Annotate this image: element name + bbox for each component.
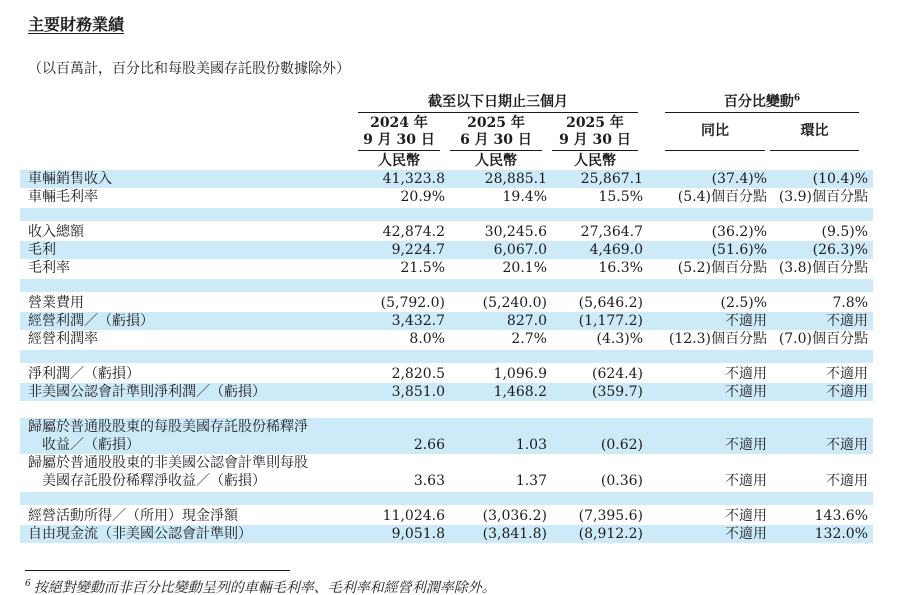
value-cell: 41,323.8	[353, 170, 445, 188]
column-header-qoq	[767, 113, 873, 151]
table-row	[20, 383, 873, 401]
spacer-cell	[20, 206, 873, 223]
spacer-row	[20, 206, 873, 223]
value-cell: 不適用	[725, 508, 767, 524]
row-label: 收入總額	[28, 224, 84, 240]
qoq-label: 環比	[800, 123, 829, 139]
value-cell: (5,240.0)	[482, 295, 547, 311]
column-year: 2025 年	[467, 114, 525, 131]
column-date: 6 月 30 日	[460, 131, 532, 148]
row-label: 車輛毛利率	[28, 189, 98, 205]
column-header-row	[20, 113, 873, 151]
table-row	[20, 241, 873, 259]
value-cell: (9.5)%	[821, 224, 869, 240]
value-cell: 16.3%	[598, 260, 643, 276]
table-row	[20, 525, 873, 543]
value-cell: (3.8)個百分點	[778, 260, 869, 276]
value-cell: 2,820.5	[391, 366, 445, 382]
value-cell: (0.62)	[547, 418, 643, 454]
table-row	[20, 454, 873, 490]
row-label: 經營利潤率	[28, 331, 98, 347]
value-cell: 2.7%	[511, 331, 547, 347]
footnote-marker: 6	[25, 579, 31, 590]
table-row	[20, 507, 873, 525]
table-row	[20, 330, 873, 348]
table-row	[20, 294, 873, 312]
value-cell: (36.2)%	[711, 224, 767, 240]
value-cell: 不適用	[725, 366, 767, 382]
value-cell: 1.37	[515, 473, 547, 489]
value-cell: (5,646.2)	[578, 295, 643, 311]
footnote-content: 按絕對變動而非百分比變動呈列的車輛毛利率、毛利率和經營利潤率除外。	[33, 580, 496, 595]
table-row	[20, 312, 873, 330]
table-row	[20, 418, 873, 454]
row-label: 歸屬於普通股股東的非美國公認會計準則每股 美國存託股份稀釋淨收益／（虧損）	[28, 455, 308, 489]
value-cell: 30,245.6	[484, 224, 547, 240]
page-title: 主要財務業績	[28, 15, 125, 34]
empty-cell	[643, 151, 767, 170]
row-label: 營業費用	[28, 295, 84, 311]
value-cell: 1,468.2	[445, 383, 547, 401]
table-row	[20, 188, 873, 206]
value-cell: 3,851.0	[353, 383, 445, 401]
value-cell: 6,067.0	[445, 241, 547, 259]
yoy-label: 同比	[701, 123, 729, 139]
value-cell: 2.66	[353, 418, 445, 454]
spacer-cell	[20, 348, 873, 365]
value-cell: 7.8%	[832, 295, 869, 311]
spacer-cell	[20, 277, 873, 294]
spacer-row	[20, 277, 873, 294]
column-year: 2025 年	[566, 114, 624, 131]
value-cell: (7,395.6)	[578, 508, 643, 524]
value-cell: 28,885.1	[445, 170, 547, 188]
currency-label: 人民幣	[378, 152, 420, 169]
footnote-text	[25, 577, 903, 595]
value-cell: (3.9)個百分點	[778, 189, 869, 205]
row-label: 歸屬於普通股股東的每股美國存託股份稀釋淨 收益／（虧損）	[20, 418, 353, 454]
value-cell: 不適用	[725, 473, 767, 489]
column-header-yoy	[643, 113, 767, 151]
row-label: 毛利率	[28, 260, 70, 276]
value-cell: 25,867.1	[547, 170, 643, 188]
value-cell: 827.0	[445, 312, 547, 330]
spacer-cell	[20, 401, 873, 418]
value-cell: (2.5)%	[720, 295, 767, 311]
value-cell: (359.7)	[547, 383, 643, 401]
empty-cell	[20, 93, 353, 113]
value-cell: (5,792.0)	[380, 295, 445, 311]
column-header-2025-06-30	[445, 113, 547, 151]
value-cell: 不適用	[643, 525, 767, 543]
period-group-header: 截至以下日期止三個月	[358, 93, 638, 113]
pct-change-label: 百分比變動	[723, 94, 794, 110]
empty-cell	[20, 113, 353, 151]
value-cell: (10.4)%	[767, 170, 873, 188]
value-cell: (37.4)%	[643, 170, 767, 188]
value-cell: (5.4)個百分點	[677, 189, 767, 205]
footnote-ref: 6	[793, 93, 801, 104]
row-label: 淨利潤／（虧損）	[28, 366, 140, 382]
period-group-header-cell	[353, 93, 643, 113]
value-cell: (4.3)%	[596, 331, 643, 347]
spacer-row	[20, 490, 873, 507]
value-cell: 42,874.2	[382, 224, 445, 240]
value-cell: 不適用	[767, 418, 873, 454]
column-header-2024-09-30	[353, 113, 445, 151]
value-cell: 1,096.9	[493, 366, 547, 382]
value-cell: (3,036.2)	[482, 508, 547, 524]
spacer-cell	[20, 490, 873, 507]
value-cell: 20.1%	[502, 260, 547, 276]
pct-change-group-header	[665, 93, 859, 113]
value-cell: 不適用	[767, 383, 873, 401]
value-cell: (51.6)%	[643, 241, 767, 259]
value-cell: (1,177.2)	[547, 312, 643, 330]
value-cell: 不適用	[643, 418, 767, 454]
value-cell: 11,024.6	[382, 508, 445, 524]
currency-row	[20, 151, 873, 170]
row-label: 車輛銷售收入	[20, 170, 353, 188]
value-cell: (8,912.2)	[547, 525, 643, 543]
table-row	[20, 365, 873, 383]
empty-cell	[767, 151, 873, 170]
financial-results-table	[20, 93, 873, 543]
currency-label: 人民幣	[574, 152, 616, 169]
value-cell: 21.5%	[400, 260, 445, 276]
currency-label: 人民幣	[475, 152, 517, 169]
spacer-row	[20, 401, 873, 418]
spacer-row	[20, 348, 873, 365]
table-row	[20, 170, 873, 188]
value-cell: (12.3)個百分點	[668, 331, 767, 347]
column-date: 9 月 30 日	[363, 131, 435, 148]
value-cell: 4,469.0	[547, 241, 643, 259]
value-cell: (3,841.8)	[445, 525, 547, 543]
row-label: 非美國公認會計準則淨利潤／（虧損）	[20, 383, 353, 401]
value-cell: 1.03	[445, 418, 547, 454]
page-subtitle: （以百萬計，百分比和每股美國存託股份數據除外）	[28, 61, 350, 77]
value-cell: 20.9%	[400, 189, 445, 205]
table-row	[20, 223, 873, 241]
row-label: 毛利	[20, 241, 353, 259]
value-cell: (26.3)%	[767, 241, 873, 259]
column-header-2025-09-30	[547, 113, 643, 151]
value-cell: 不適用	[643, 383, 767, 401]
value-cell: 27,364.7	[580, 224, 643, 240]
value-cell: 不適用	[826, 473, 869, 489]
table-row	[20, 259, 873, 277]
value-cell: 9,224.7	[353, 241, 445, 259]
footnote-block	[25, 570, 903, 595]
value-cell: 8.0%	[409, 331, 445, 347]
value-cell: 不適用	[643, 312, 767, 330]
value-cell: (0.36)	[600, 473, 643, 489]
value-cell: 143.6%	[814, 508, 869, 524]
value-cell: 不適用	[826, 366, 869, 382]
value-cell: (5.2)個百分點	[677, 260, 767, 276]
column-date: 9 月 30 日	[559, 131, 631, 148]
value-cell: (7.0)個百分點	[778, 331, 869, 347]
value-cell: 15.5%	[598, 189, 643, 205]
row-label: 經營活動所得／（所用）現金淨額	[28, 508, 238, 524]
value-cell: 不適用	[767, 312, 873, 330]
footnote-divider	[25, 570, 290, 571]
value-cell: 9,051.8	[353, 525, 445, 543]
value-cell: 3,432.7	[353, 312, 445, 330]
value-cell: 3.63	[413, 473, 445, 489]
pct-change-group-header-cell	[643, 93, 873, 113]
empty-cell	[20, 151, 353, 170]
row-label: 經營利潤／（虧損）	[20, 312, 353, 330]
row-label: 自由現金流（非美國公認會計準則）	[20, 525, 353, 543]
value-cell: 132.0%	[767, 525, 873, 543]
value-cell: 19.4%	[502, 189, 547, 205]
group-header-row	[20, 93, 873, 113]
column-year: 2024 年	[370, 114, 428, 131]
value-cell: (624.4)	[591, 366, 643, 382]
